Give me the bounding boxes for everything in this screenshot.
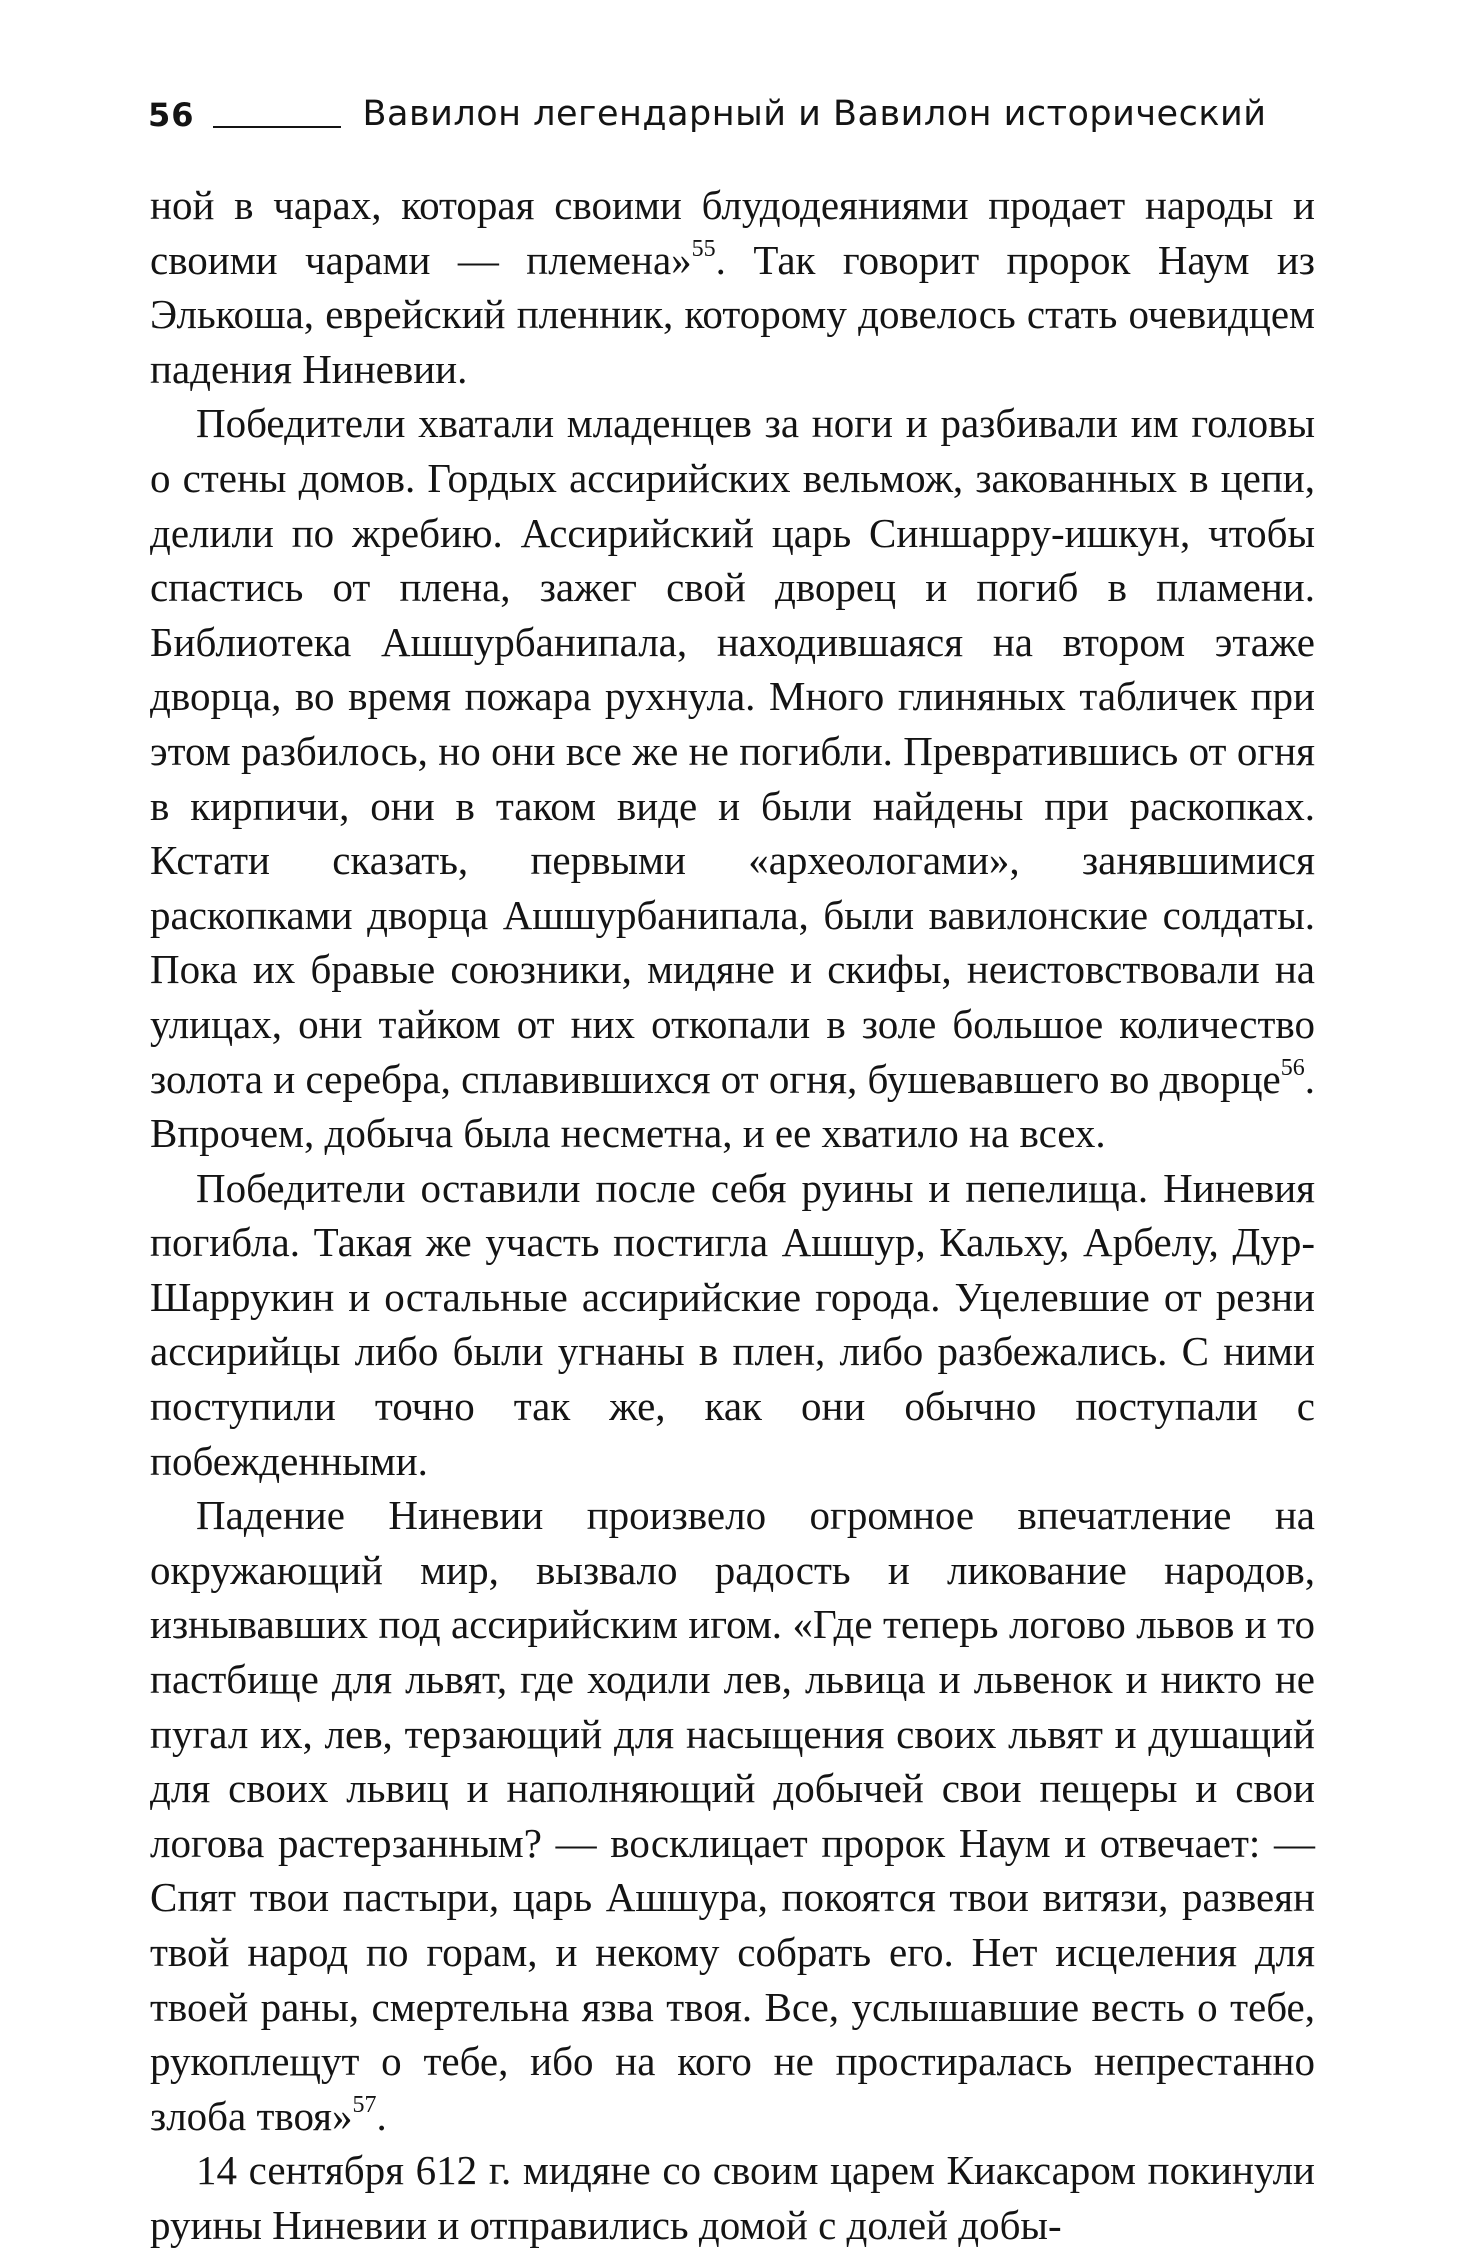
paragraph-text: . Так говорит пророк Наум из Элькоша, еврейский пленник, которому довелось стать очевидцем падения Ниневии. bbox=[150, 236, 1315, 392]
paragraph-3 bbox=[150, 1161, 1315, 1489]
paragraph-1 bbox=[150, 178, 1315, 396]
running-title: Вавилон легендарный и Вавилон исторический bbox=[362, 94, 1267, 134]
paragraph-text: Победители оставили после себя руины и пепелища. Ниневия погибла. Такая же участь постигла Ашшур, Кальху, Арбелу, Дур-Шаррукин и остальные ассирийские города. Уцелевшие от резни ассирийцы либо были угнаны в плен, либо разбежались. С ними поступили точно так же, как они обычно поступали с побежденными. bbox=[150, 1164, 1315, 1484]
paragraph-text: Победители хватали младенцев за ноги и разбивали им головы о стены домов. Гордых ассирийских вельмож, закованных в цепи, делили по жребию. Ассирийский царь Синшарру-ишкун, чтобы спастись от плена, зажег свой дворец и погиб в пламени. Библиотека Ашшурбанипала, находившаяся на втором этаже дворца, во время пожара рухнула. Много глиняных табличек при этом разбилось, но они все же не погибли. Превратившись от огня в кирпичи, они в таком виде и были найдены при раскопках. Кстати сказать, первыми «археологами», занявшимися раскопками дворца Ашшурбанипала, были вавилонские солдаты. Пока их бравые союзники, мидяне и скифы, неистовствовали на улицах, они тайком от них откопали в золе большое количество золота и серебра, сплавившихся от огня, бушевавшего во дворце bbox=[150, 400, 1315, 1102]
header-rule bbox=[213, 126, 341, 128]
paragraph-text: . Впрочем, добыча была несметна, и ее хватило на всех. bbox=[150, 1055, 1315, 1157]
running-header bbox=[148, 86, 1316, 134]
page-body bbox=[150, 178, 1315, 2253]
paragraph-4 bbox=[150, 1488, 1315, 2143]
footnote-ref-56: 56 bbox=[1280, 1054, 1305, 1081]
paragraph-2 bbox=[150, 396, 1315, 1160]
footnote-ref-57: 57 bbox=[352, 2092, 377, 2119]
footnote-ref-55: 55 bbox=[691, 235, 716, 262]
paragraph-text: . bbox=[376, 2092, 387, 2139]
page-number: 56 bbox=[148, 96, 195, 134]
paragraph-text: 14 сентября 612 г. мидяне со своим царем Киаксаром покинули руины Ниневии и отправились домой с долей добы- bbox=[150, 2147, 1315, 2248]
paragraph-5 bbox=[150, 2143, 1315, 2252]
paragraph-text: Падение Ниневии произвело огромное впечатление на окружающий мир, вызвало радость и ликование народов, изнывавших под ассирийским игом. «Где теперь логово львов и то пастбище для львят, где ходили лев, львица и львенок и никто не пугал их, лев, терзающий для насыщения своих львят и душащий для своих львиц и наполняющий добычей свои пещеры и свои логова растерзанным? — восклицает пророк Наум и отвечает: — Спят твои пастыри, царь Ашшура, покоятся твои витязи, развеян твой народ по горам, и некому собрать его. Нет исцеления для твоей раны, смертельна язва твоя. Все, услышавшие весть о тебе, рукоплещут о тебе, ибо на кого не простиралась непрестанно злоба твоя» bbox=[150, 1492, 1315, 2139]
paragraph-text: ной в чарах, которая своими блудодеяниями продает народы и своими чарами — племена» bbox=[150, 182, 1315, 283]
